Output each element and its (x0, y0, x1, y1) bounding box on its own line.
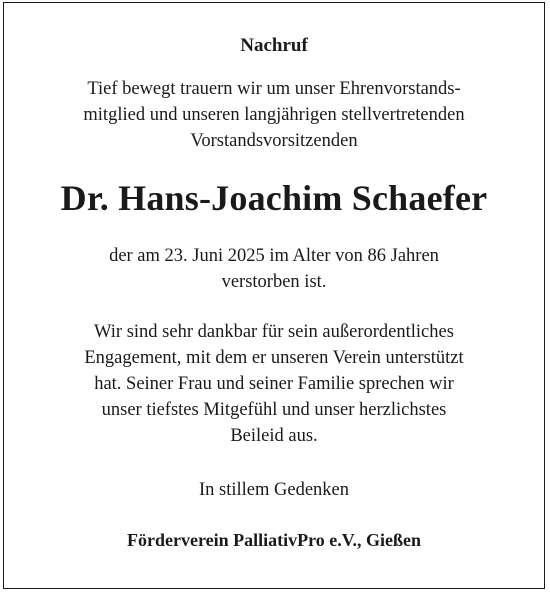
intro-line-3: Vorstandsvorsitzenden (190, 131, 358, 151)
tribute-line-1: Wir sind sehr dankbar für sein außerordentliches (94, 322, 454, 342)
tribute-line-4: unser tiefstes Mitgefühl und unser herzlichstes (101, 400, 447, 420)
obituary-notice (3, 2, 545, 589)
tribute-line-3: hat. Seiner Frau und seiner Familie sprechen wir (94, 374, 454, 394)
death-line-2: verstorben ist. (221, 272, 327, 292)
tribute-line-5: Beileid aus. (230, 426, 318, 446)
closing-phrase: In stillem Gedenken (198, 480, 349, 500)
intro-line-1: Tief bewegt trauern wir um unser Ehrenvorstands- (87, 79, 461, 99)
deceased-name: Dr. Hans-Joachim Schaefer (60, 178, 488, 218)
death-line-1: der am 23. Juni 2025 im Alter von 86 Jahren (109, 246, 439, 266)
tribute-line-2: Engagement, mit dem er unseren Verein unterstützt (84, 348, 464, 368)
signature: Förderverein PalliativPro e.V., Gießen (127, 530, 421, 550)
intro-line-2: mitglied und unseren langjährigen stellvertretenden (83, 105, 465, 125)
notice-heading: Nachruf (240, 35, 308, 56)
